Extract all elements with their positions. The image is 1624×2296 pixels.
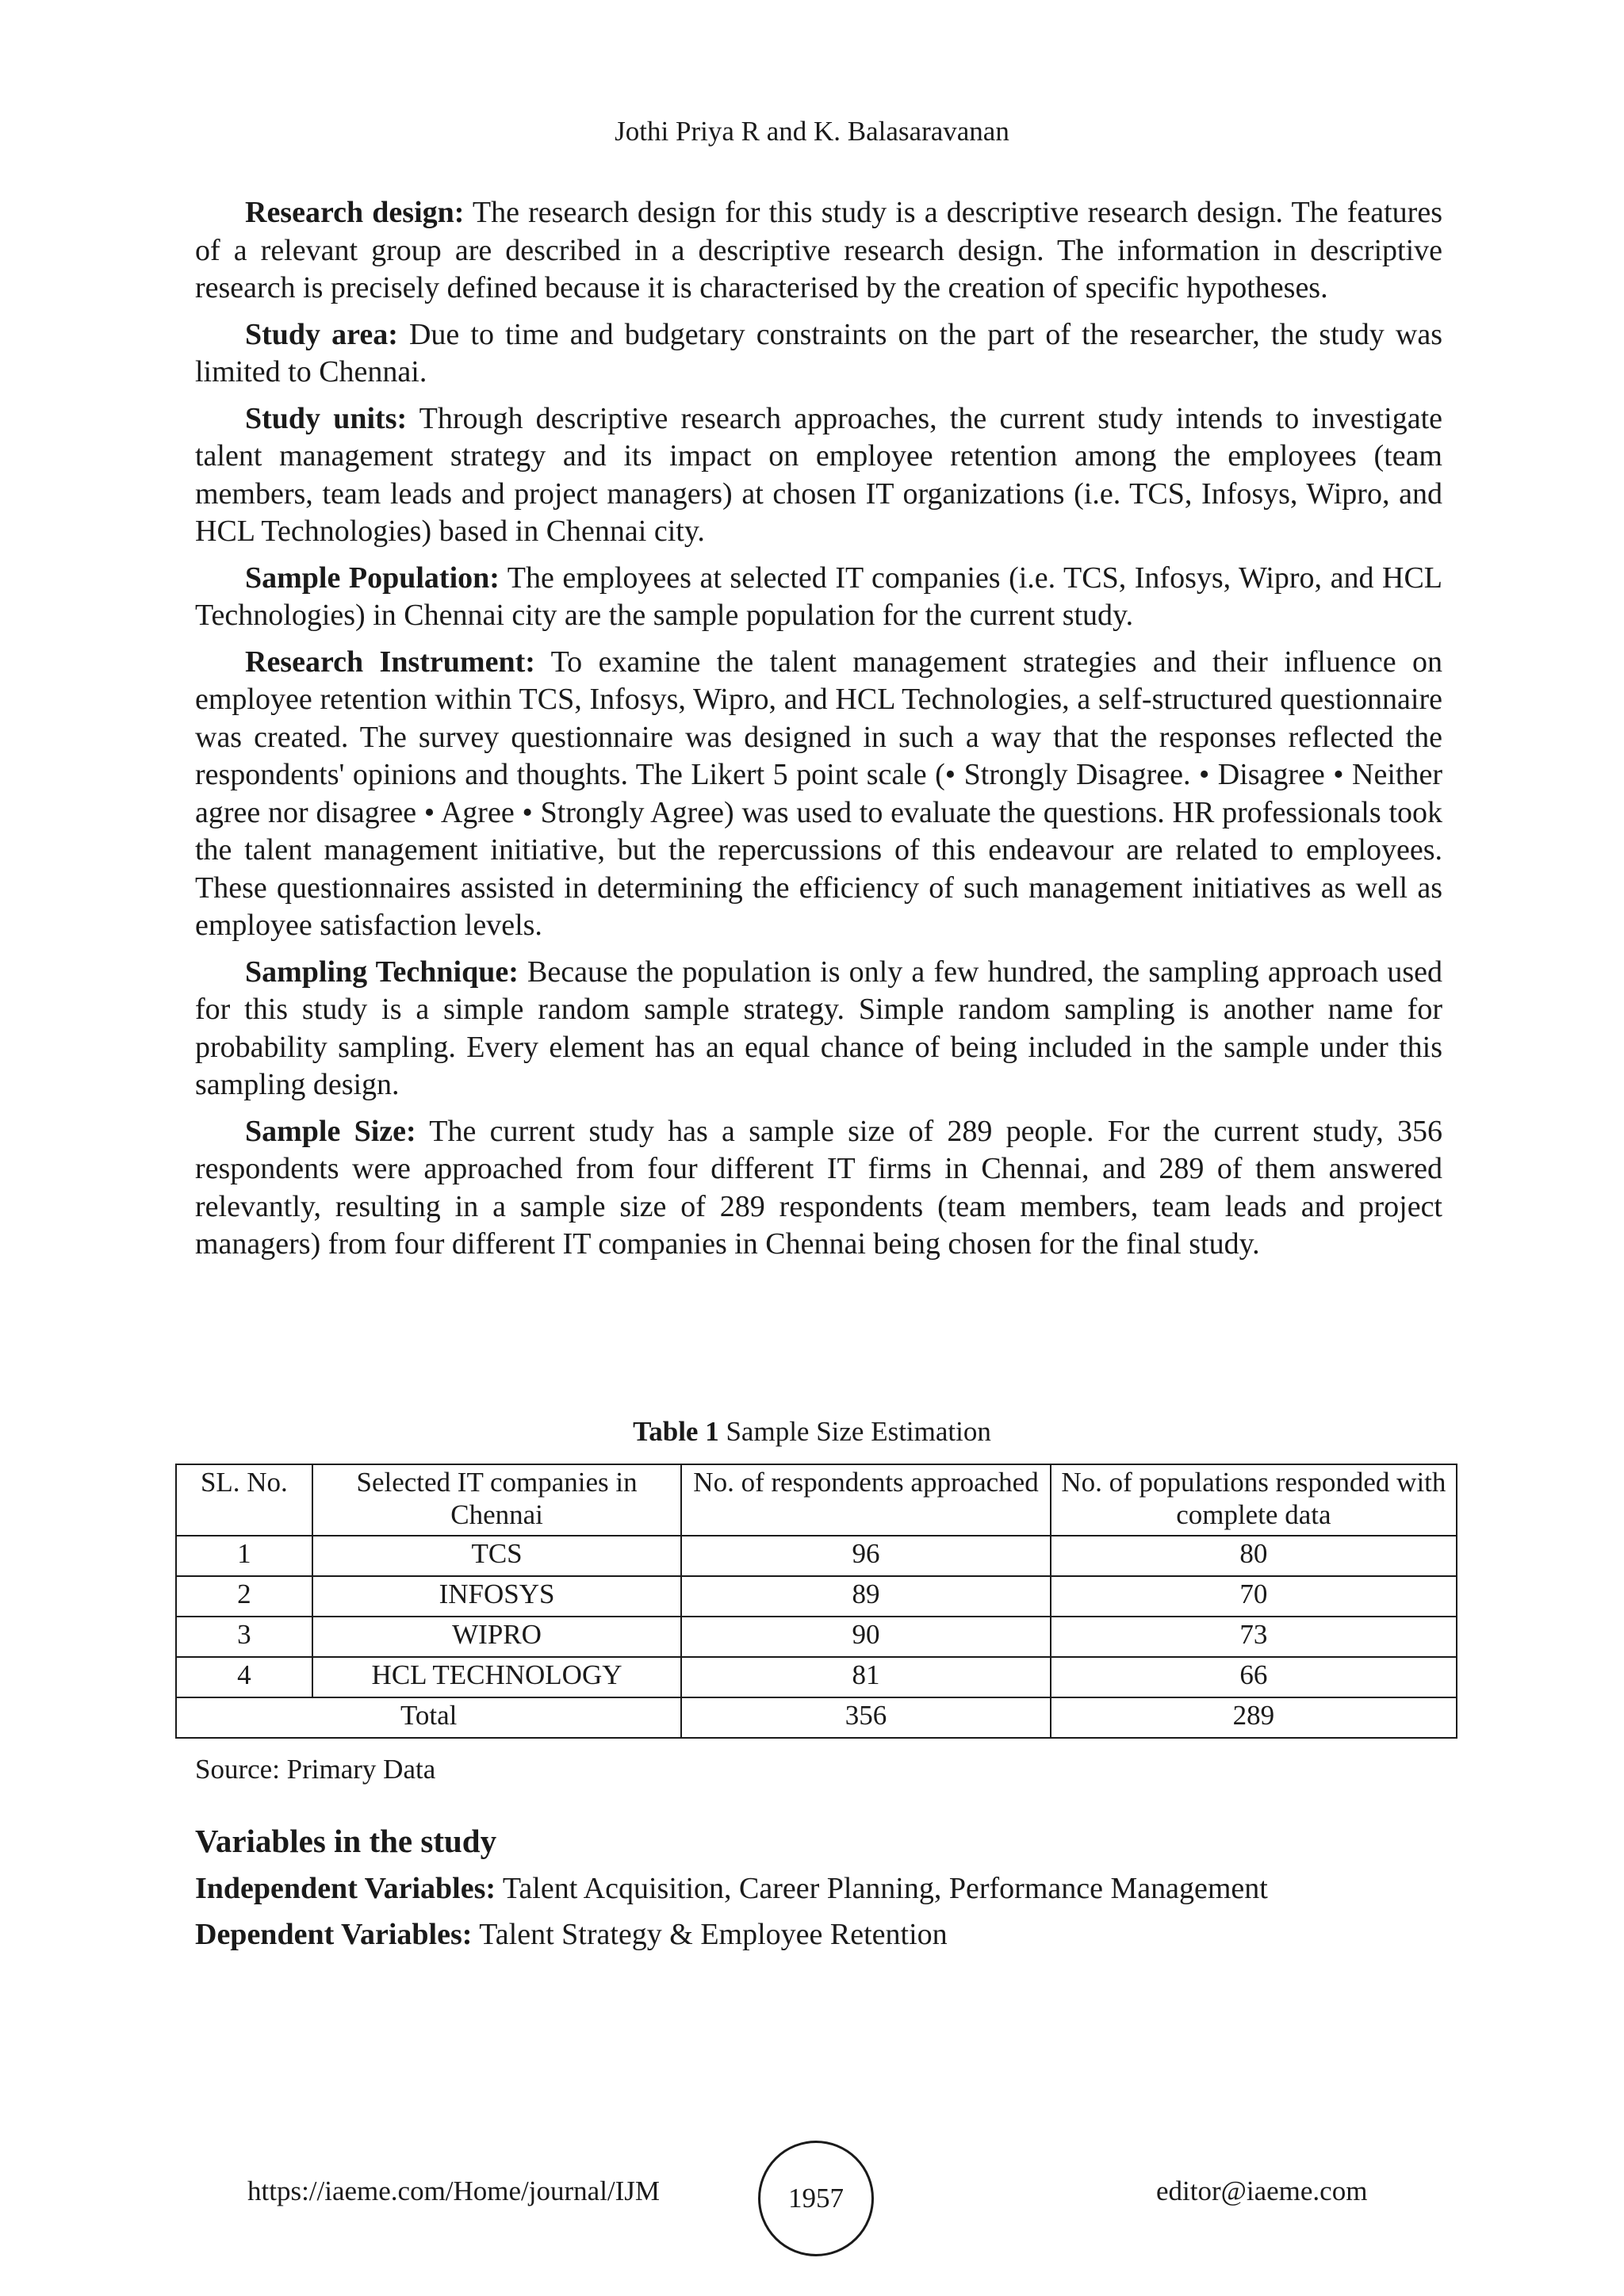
header-cell-companies: Selected IT companies in Chennai xyxy=(312,1464,682,1536)
table-cell: 4 xyxy=(176,1657,312,1697)
table-cell: 73 xyxy=(1051,1617,1457,1657)
table-cell: 90 xyxy=(681,1617,1050,1657)
page-number: 1957 xyxy=(758,2141,874,2256)
paragraph-text: Through descriptive research approaches, the current study intends to investigate talent management strategy and its impact on employee retention among the employees (team members, team leads and project managers) at chosen IT organizations (i.e. TCS, Infosys, Wipro, and HCL Technologies) based in Chennai city. xyxy=(195,401,1442,548)
independent-variables-text: Talent Acquisition, Career Planning, Performance Management xyxy=(496,1872,1268,1905)
footer-journal-link[interactable]: https://iaeme.com/Home/journal/IJM xyxy=(247,2175,661,2206)
dependent-variables-text: Talent Strategy & Employee Retention xyxy=(472,1918,948,1951)
table-cell: 80 xyxy=(1051,1536,1457,1576)
paragraph-text: Because the population is only a few hundred, the sampling approach used for this study is a simple random sample strategy. Simple random sampling is another name for probability sampling. Every element has an equal chance of being included in the sample under this sampling design. xyxy=(195,955,1442,1101)
table-total-row xyxy=(176,1697,1457,1738)
table-cell: 96 xyxy=(681,1536,1050,1576)
table-caption-label: Table 1 xyxy=(633,1416,719,1447)
table-row xyxy=(176,1576,1457,1617)
table-cell: 70 xyxy=(1051,1576,1457,1617)
paragraph-heading: Research Instrument: xyxy=(245,645,535,679)
total-responded-cell: 289 xyxy=(1051,1697,1457,1738)
independent-variables-label: Independent Variables: xyxy=(195,1872,496,1905)
table-cell: INFOSYS xyxy=(312,1576,682,1617)
paragraph-heading: Sample Population: xyxy=(245,561,500,595)
paragraph-text: Due to time and budgetary constraints on the part of the researcher, the study was limited to Chennai. xyxy=(195,317,1442,388)
table-row xyxy=(176,1617,1457,1657)
paragraph-text: The research design for this study is a descriptive research design. The features of a relevant group are described in a descriptive research design. The information in descriptive research is precisely defined because it is characterised by the creation of specific hypotheses. xyxy=(195,196,1442,304)
table-cell: HCL TECHNOLOGY xyxy=(312,1657,682,1697)
body-text xyxy=(195,194,1442,1272)
sample-size-table xyxy=(175,1464,1457,1739)
table-header-row xyxy=(176,1464,1457,1536)
dependent-variables-label: Dependent Variables: xyxy=(195,1918,473,1951)
table-caption-text: Sample Size Estimation xyxy=(718,1416,991,1447)
table-caption xyxy=(0,1416,1624,1448)
table-cell: 3 xyxy=(176,1617,312,1657)
total-label-cell: Total xyxy=(176,1697,681,1738)
table-cell: 1 xyxy=(176,1536,312,1576)
paragraph-study-units xyxy=(195,400,1442,551)
paragraph-research-design xyxy=(195,194,1442,308)
header-cell-approached: No. of respondents approached xyxy=(681,1464,1050,1536)
table-source: Source: Primary Data xyxy=(195,1754,436,1785)
table-row xyxy=(176,1657,1457,1697)
paragraph-research-instrument xyxy=(195,644,1442,945)
table-cell: 2 xyxy=(176,1576,312,1617)
paragraph-study-area xyxy=(195,316,1442,392)
table-cell: WIPRO xyxy=(312,1617,682,1657)
table-cell: 89 xyxy=(681,1576,1050,1617)
paragraph-heading: Sample Size: xyxy=(245,1114,416,1148)
section-title-variables: Variables in the study xyxy=(195,1823,497,1859)
table-row xyxy=(176,1536,1457,1576)
paragraph-heading: Study area: xyxy=(245,317,398,351)
total-approached-cell: 356 xyxy=(681,1697,1050,1738)
dependent-variables xyxy=(195,1917,948,1952)
table-cell: 66 xyxy=(1051,1657,1457,1697)
paragraph-heading: Research design: xyxy=(245,196,465,229)
paragraph-sample-population xyxy=(195,560,1442,635)
paragraph-sampling-technique xyxy=(195,954,1442,1104)
header-cell-responded: No. of populations responded with complete data xyxy=(1051,1464,1457,1536)
paragraph-heading: Study units: xyxy=(245,401,408,435)
table-cell: TCS xyxy=(312,1536,682,1576)
paragraph-text: The current study has a sample size of 289 people. For the current study, 356 respondents were approached from four different IT firms in Chennai, and 289 of them answered relevantly, resulting in a sample size of 289 respondents (team members, team leads and project managers) from four different IT companies in Chennai being chosen for the final study. xyxy=(195,1114,1442,1261)
paragraph-text: To examine the talent management strategies and their influence on employee retention within TCS, Infosys, Wipro, and HCL Technologies, a self-structured questionnaire was created. The survey questionnaire was designed in such a way that the responses reflected the respondents' opinions and thoughts. The Likert 5 point scale (• Strongly Disagree. • Disagree • Neither agree nor disagree • Agree • Strongly Agree) was used to evaluate the questions. HR professionals took the talent management initiative, but the repercussions of this endeavour are related to employees. These questionnaires assisted in determining the efficiency of such management initiatives as well as employee satisfaction levels. xyxy=(195,645,1442,942)
table-cell: 81 xyxy=(681,1657,1050,1697)
footer-email-link[interactable]: editor@iaeme.com xyxy=(1156,2175,1368,2206)
independent-variables xyxy=(195,1871,1268,1906)
running-header: Jothi Priya R and K. Balasaravanan xyxy=(615,116,1009,147)
paragraph-sample-size xyxy=(195,1113,1442,1264)
paragraph-text: The employees at selected IT companies (i.e. TCS, Infosys, Wipro, and HCL Technologies) in Chennai city are the sample population for the current study. xyxy=(195,561,1442,632)
header-cell-sl-no: SL. No. xyxy=(176,1464,312,1536)
paragraph-heading: Sampling Technique: xyxy=(245,955,519,989)
